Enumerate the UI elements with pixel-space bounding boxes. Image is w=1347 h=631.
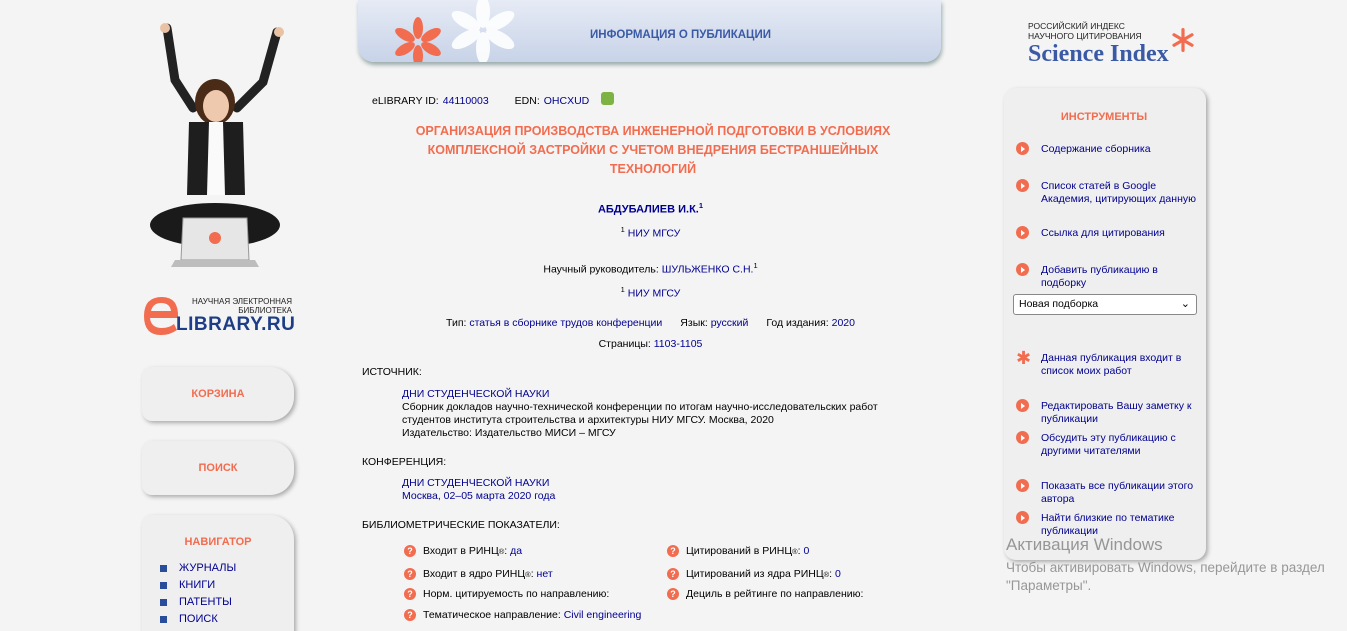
bullet-icon [160, 582, 167, 589]
nav-item-label: ПАТЕНТЫ [179, 596, 232, 608]
affiliation [358, 225, 943, 240]
tools-panel [1004, 88, 1206, 560]
conference-place: Москва, 02–05 марта 2020 года [402, 490, 556, 502]
play-icon [1016, 226, 1029, 239]
supervisor [358, 261, 943, 276]
publication-pages [358, 338, 943, 350]
bullet-icon [160, 616, 167, 623]
left-column [140, 0, 300, 631]
year-value: 2020 [831, 317, 855, 329]
metric-label: Дециль в рейтинге по направлению: [686, 588, 864, 600]
asterisk-icon [1170, 27, 1196, 53]
tool-my-works[interactable] [1016, 348, 1201, 378]
conference-label: КОНФЕРЕНЦИЯ: [362, 456, 447, 468]
play-icon [1016, 431, 1029, 444]
play-icon [1016, 399, 1029, 412]
metric-value: да [510, 545, 523, 557]
asterisk-decoration-icon [388, 0, 518, 62]
elibrary-id-link[interactable]: 44110003 [442, 95, 489, 108]
affiliation-sup: 1 [620, 285, 625, 294]
nav-item-patents[interactable] [160, 594, 294, 611]
help-icon[interactable]: ? [404, 588, 416, 600]
page-header [358, 0, 941, 62]
type-value: статья в сборнике трудов конференции [469, 317, 663, 329]
hero-illustration [145, 20, 285, 270]
tool-label: Список статей в Google Академия, цитирующих данную [1041, 180, 1196, 205]
metric-value: 0 [835, 568, 841, 580]
metric-citations-rinc: ? Цитирований в РИНЦ ® : 0 [667, 545, 809, 557]
page-title: ИНФОРМАЦИЯ О ПУБЛИКАЦИИ [590, 29, 771, 41]
metric-in-rinc-core: ? Входит в ядро РИНЦ ® : нет [404, 568, 553, 580]
help-icon[interactable]: ? [404, 609, 416, 621]
navigator-title: НАВИГАТОР [184, 536, 252, 548]
metric-value[interactable]: Civil engineering [563, 609, 642, 621]
edn-link[interactable]: OHCXUD [543, 95, 590, 108]
elibrary-id-label: eLIBRARY ID: [372, 95, 439, 108]
metric-citations-core: ? Цитирований из ядра РИНЦ ® : 0 [667, 568, 841, 580]
bibliometrics-label: БИБЛИОМЕТРИЧЕСКИЕ ПОКАЗАТЕЛИ: [362, 519, 560, 531]
metric-norm-citation [404, 588, 609, 600]
science-index-logo[interactable] [1028, 22, 1208, 72]
author-sup: 1 [698, 201, 704, 210]
help-icon[interactable]: ? [667, 545, 679, 557]
metric-label: Входит в РИНЦ [423, 545, 499, 557]
affiliation-sup: 1 [620, 225, 625, 234]
tool-label: Редактировать Вашу заметку к публикации [1041, 400, 1192, 425]
author-name: АБДУБАЛИЕВ И.К. [597, 203, 699, 216]
lang-value: русский [710, 317, 749, 329]
source-label: ИСТОЧНИК: [362, 366, 422, 378]
nav-item-search[interactable] [160, 611, 294, 628]
tool-label: Показать все публикации этого автора [1041, 480, 1194, 505]
windows-activation-watermark [1006, 535, 1326, 595]
nav-item-label: ЖУРНАЛЫ [179, 562, 237, 574]
metric-label: Цитирований в РИНЦ [686, 545, 793, 557]
metric-in-rinc: ? Входит в РИНЦ ® : да [404, 545, 522, 557]
conference-link[interactable]: ДНИ СТУДЕНЧЕСКОЙ НАУКИ [402, 477, 550, 489]
grid-icon[interactable] [601, 92, 614, 105]
year-label: Год издания: [766, 317, 829, 329]
tool-edit-note[interactable] [1016, 400, 1201, 426]
logo-tagline: НАУЧНАЯ ЭЛЕКТРОННАЯ БИБЛИОТЕКА [192, 297, 292, 315]
tool-discuss[interactable] [1016, 432, 1201, 458]
lang-label: Язык: [680, 317, 708, 329]
metric-label: Норм. цитируемость по направлению: [423, 588, 610, 600]
nav-item-books[interactable] [160, 577, 294, 594]
chevron-down-icon: ⌄ [1180, 298, 1190, 310]
logo-wordmark: LIBRARY.RU [176, 314, 296, 335]
metric-topic [404, 609, 641, 621]
tool-label: Добавить публикацию в подборку [1041, 264, 1158, 289]
tool-label: Найти близкие по тематике публикации [1041, 512, 1175, 537]
cart-button[interactable]: КОРЗИНА [142, 367, 294, 421]
metric-decile [667, 588, 863, 600]
metric-value: нет [536, 568, 553, 580]
conference-block [402, 477, 902, 503]
nav-item-label: ПОИСК [179, 613, 218, 625]
publication-ids [372, 95, 618, 108]
tools-title: ИНСТРУМЕНТЫ [1060, 111, 1148, 123]
pages-value: 1103-1105 [653, 338, 703, 350]
affiliation-link[interactable]: НИУ МГСУ [627, 227, 681, 240]
search-button[interactable]: ПОИСК [142, 441, 294, 495]
tool-label: Содержание сборника [1041, 143, 1151, 155]
collection-select-value: Новая подборка [1019, 298, 1099, 310]
tool-label: Ссылка для цитирования [1041, 227, 1165, 239]
asterisk-icon: ✱ [1016, 348, 1032, 368]
publication-title: ОРГАНИЗАЦИЯ ПРОИЗВОДСТВА ИНЖЕНЕРНОЙ ПОДГОТОВКИ В УСЛОВИЯХ КОМПЛЕКСНОЙ ЗАСТРОЙКИ С УЧЕТОМ ВНЕДРЕНИЯ БЕСТРАНШЕЙНЫХ ТЕХНОЛОГИЙ [415, 124, 891, 176]
author[interactable] [358, 201, 943, 216]
type-label: Тип: [446, 317, 467, 329]
source-description: Сборник докладов научно-технической конференции по итогам научно-исследовательских работ студентов института строительства и архитектуры НИУ МГСУ. Москва, 2020 [402, 401, 878, 426]
bullet-icon [160, 565, 167, 572]
tool-contents[interactable] [1016, 143, 1201, 156]
metric-label: Входит в ядро РИНЦ [423, 568, 526, 580]
main-content [358, 0, 943, 631]
source-block [402, 388, 902, 440]
science-index-line1: РОССИЙСКИЙ ИНДЕКС [1028, 21, 1125, 31]
help-icon[interactable]: ? [667, 568, 679, 580]
supervisor-sup: 1 [753, 261, 758, 270]
tool-label: Обсудить эту публикацию с другими читателями [1041, 432, 1176, 457]
help-icon[interactable]: ? [404, 568, 416, 580]
supervisor-affiliation [358, 285, 943, 300]
affiliation-link[interactable]: НИУ МГСУ [627, 287, 681, 300]
help-icon[interactable]: ? [404, 545, 416, 557]
pages-label: Страницы: [598, 338, 651, 350]
nav-item-label: КНИГИ [179, 579, 216, 591]
navigator-panel [142, 515, 294, 631]
play-icon [1016, 142, 1029, 155]
tool-author-publications[interactable] [1016, 480, 1201, 506]
publication-meta [358, 317, 943, 329]
edn-label: EDN: [514, 95, 540, 108]
watermark-text: Чтобы активировать Windows, перейдите в раздел "Параметры". [1006, 560, 1325, 593]
supervisor-label: Научный руководитель: [543, 263, 659, 276]
supervisor-link[interactable]: ШУЛЬЖЕНКО С.Н. [661, 263, 754, 276]
metric-value: 0 [803, 545, 810, 557]
tool-label: Данная публикация входит в список моих работ [1041, 352, 1182, 377]
metric-label: Цитирований из ядра РИНЦ [686, 568, 824, 580]
play-icon [1016, 511, 1029, 524]
source-publisher: Издательство: Издательство МИСИ – МГСУ [402, 427, 616, 439]
watermark-title: Активация Windows [1006, 535, 1163, 554]
elibrary-logo[interactable] [142, 290, 298, 338]
source-link[interactable]: ДНИ СТУДЕНЧЕСКОЙ НАУКИ [402, 388, 550, 400]
science-index-title: Science Index [1028, 41, 1169, 67]
tool-add-to-collection[interactable] [1016, 264, 1201, 290]
nav-item-journals[interactable] [160, 560, 294, 577]
metric-label: Тематическое направление: [423, 609, 561, 621]
play-icon [1016, 179, 1029, 192]
play-icon [1016, 479, 1029, 492]
help-icon[interactable]: ? [667, 588, 679, 600]
collection-select[interactable] [1013, 294, 1197, 315]
tool-citation-link[interactable] [1016, 227, 1201, 240]
bullet-icon [160, 599, 167, 606]
science-index-line2: НАУЧНОГО ЦИТИРОВАНИЯ [1028, 30, 1142, 41]
play-icon [1016, 263, 1029, 276]
tool-google-scholar[interactable] [1016, 180, 1201, 206]
